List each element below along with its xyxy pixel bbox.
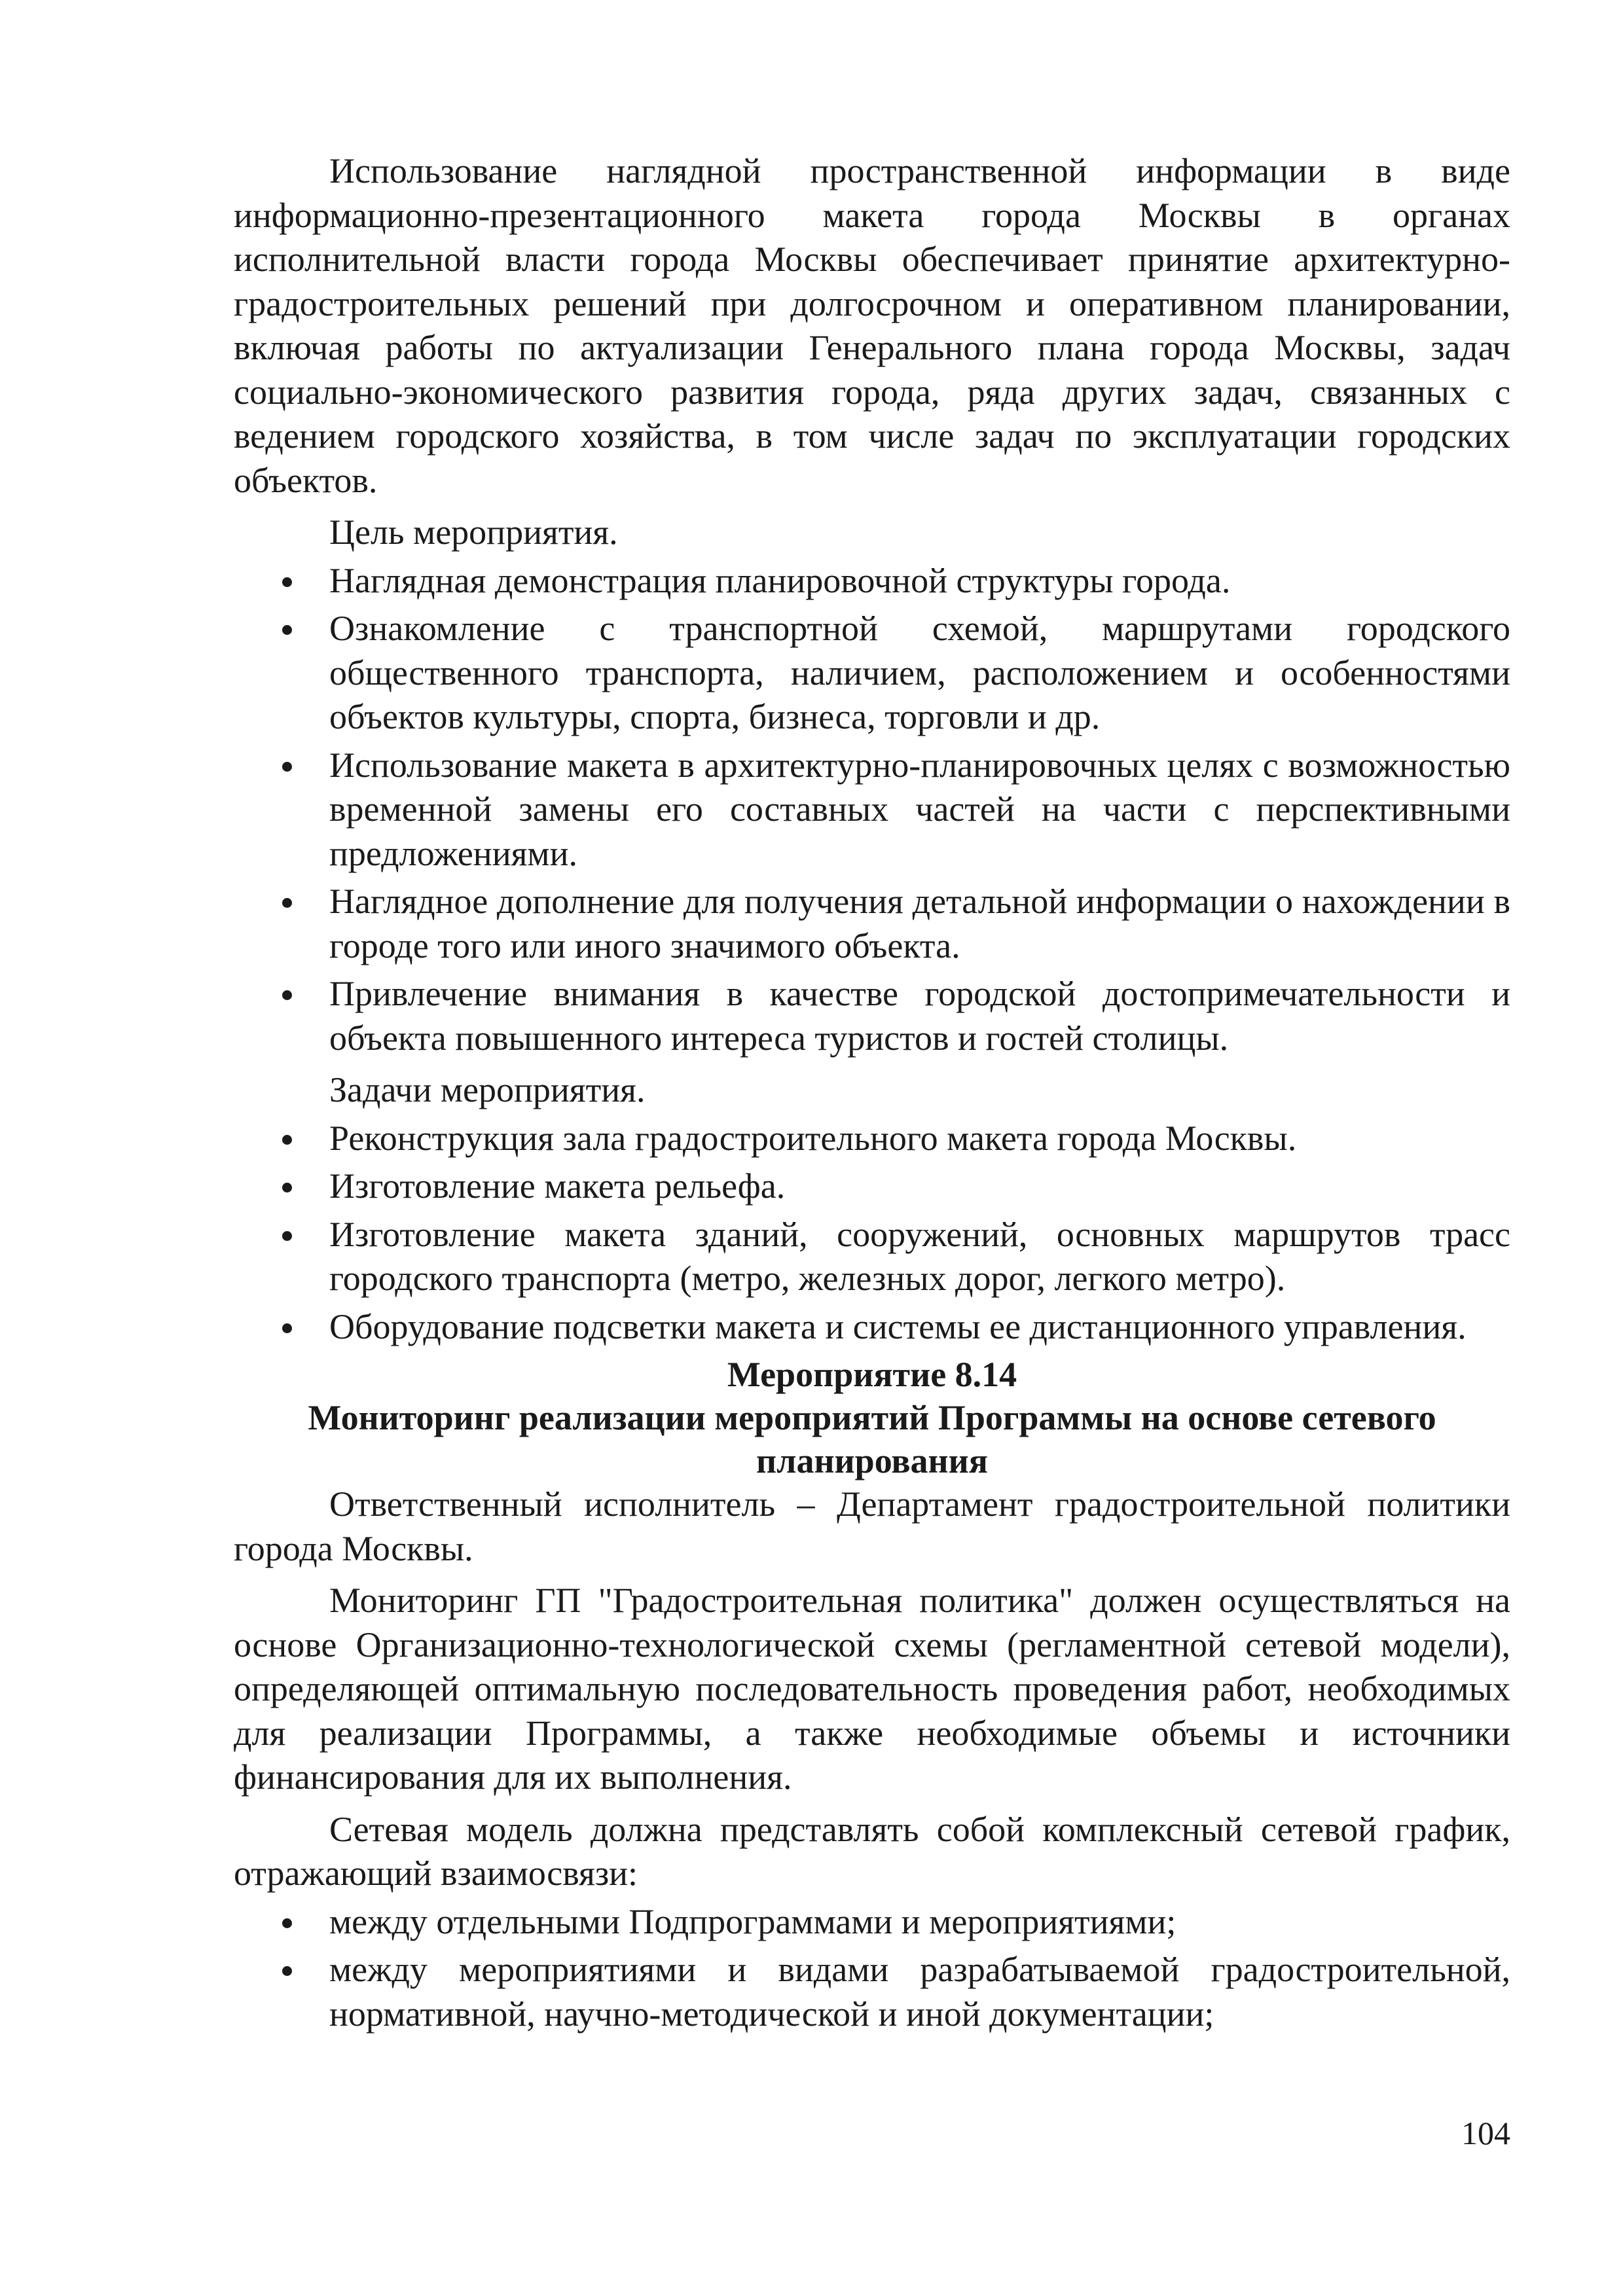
tasks-list bbox=[234, 1117, 1510, 1350]
bullet-icon bbox=[282, 1183, 292, 1193]
section-title-heading: Мониторинг реализации мероприятий Программы на основе сетевого планирования bbox=[308, 1398, 1436, 1480]
bullet-icon bbox=[282, 1966, 292, 1976]
section-number-heading: Мероприятие 8.14 bbox=[727, 1355, 1017, 1394]
list-item: между мероприятиями и видами разрабатываемой градостроительной, нормативной, научно-методической и иной документации; bbox=[234, 1948, 1510, 2036]
bullet-icon bbox=[282, 625, 292, 635]
paragraph-network-model: Сетевая модель должна представлять собой комплексный сетевой график, отражающий взаимосвязи: bbox=[234, 1809, 1510, 1893]
list-item: Реконструкция зала градостроительного макета города Москвы. bbox=[234, 1117, 1510, 1161]
goal-label: Цель мероприятия. bbox=[329, 512, 618, 552]
paragraph-monitoring: Мониторинг ГП "Градостроительная политика" должен осуществляться на основе Организационно-технологической схемы (регламентной сетевой модели), определяющей оптимальную последовательность проведения работ, необходимых для реализации Программы, а также необходимые объемы и источники финансирования для их выполнения. bbox=[234, 1581, 1510, 1797]
links-list bbox=[234, 1900, 1510, 2037]
bullet-icon bbox=[282, 898, 292, 908]
list-item: Изготовление макета зданий, сооружений, основных маршрутов трасс городского транспорта (метро, железных дорог, легкого метро). bbox=[234, 1213, 1510, 1301]
list-item: Ознакомление с транспортной схемой, маршрутами городского общественного транспорта, наличием, расположением и особенностями объектов культуры, спорта, бизнеса, торговли и др. bbox=[234, 607, 1510, 740]
list-item: Привлечение внимания в качестве городской достопримечательности и объекта повышенного интереса туристов и гостей столицы. bbox=[234, 972, 1510, 1060]
page-number: 104 bbox=[1461, 2115, 1510, 2151]
list-item: между отдельными Подпрограммами и мероприятиями; bbox=[234, 1900, 1510, 1945]
list-item: Изготовление макета рельефа. bbox=[234, 1164, 1510, 1209]
paragraph-responsible: Ответственный исполнитель – Департамент градостроительной политики города Москвы. bbox=[234, 1484, 1510, 1568]
bullet-icon bbox=[282, 1918, 292, 1928]
list-item: Наглядная демонстрация планировочной структуры города. bbox=[234, 559, 1510, 603]
document-page bbox=[234, 149, 1510, 2036]
section-heading bbox=[234, 1353, 1510, 1482]
bullet-icon bbox=[282, 990, 292, 1000]
bullet-icon bbox=[282, 1135, 292, 1145]
bullet-icon bbox=[282, 1323, 292, 1333]
bullet-icon bbox=[282, 1231, 292, 1241]
goals-list bbox=[234, 559, 1510, 1061]
bullet-icon bbox=[282, 577, 292, 587]
tasks-label: Задачи мероприятия. bbox=[329, 1070, 646, 1109]
list-item: Использование макета в архитектурно-планировочных целях с возможностью временной замены его составных частей на части с перспективными предложениями. bbox=[234, 744, 1510, 876]
paragraph-intro: Использование наглядной пространственной информации в виде информационно-презентационного макета города Москвы в органах исполнительной власти города Москвы обеспечивает принятие архитектурно-градостроительных решений при долгосрочном и оперативном планировании, включая работы по актуализации Генерального плана города Москвы, задач социально-экономического развития города, ряда других задач, связанных с ведением городского хозяйства, в том числе задач по эксплуатации городских объектов. bbox=[234, 151, 1510, 500]
list-item: Оборудование подсветки макета и системы ее дистанционного управления. bbox=[234, 1305, 1510, 1350]
list-item: Наглядное дополнение для получения детальной информации о нахождении в городе того или иного значимого объекта. bbox=[234, 880, 1510, 968]
bullet-icon bbox=[282, 762, 292, 772]
